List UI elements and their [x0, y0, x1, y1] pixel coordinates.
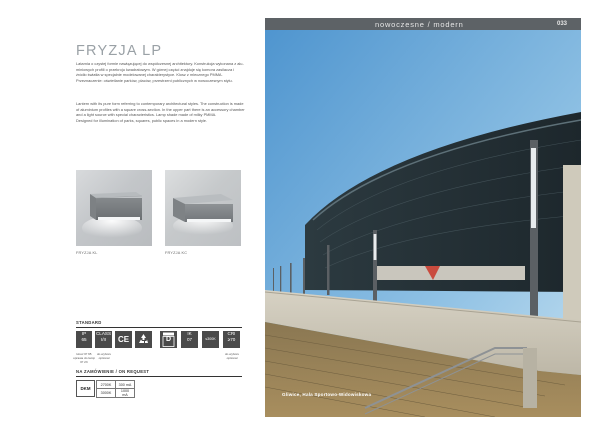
product-image-kc	[165, 170, 241, 246]
table-cell: 300 mA	[116, 381, 135, 389]
ik-rating-badge	[181, 331, 198, 348]
badge-line: CLASS	[95, 331, 112, 336]
standard-label: STANDARD	[76, 320, 102, 325]
product-image-kl	[76, 170, 152, 246]
wall-lamp-icon	[76, 170, 152, 246]
badge-sublabel: klosz IP 65 oprawa do lamp IP 23	[73, 352, 96, 364]
table-cell: 1000 mA	[116, 389, 135, 398]
badge-sublabel: do wyboru optional	[224, 352, 240, 360]
product-title: FRYZJA LP	[76, 43, 163, 59]
table-row	[97, 381, 135, 389]
badge-line: 65	[81, 336, 87, 342]
left-page	[0, 0, 266, 435]
description-line: and a light source with special characteristics. Lamp shade made of milky PMMA.	[76, 112, 217, 118]
description-line: Lantern with its pure form referring to contemporary architectural styles. The construction is made	[76, 101, 244, 106]
badge-line: CRI	[227, 331, 236, 336]
photo-caption: Gliwice, Hala Sportowo-Widowiskowa	[282, 392, 372, 397]
description-line: of aluminium profiles with a square cross-section. In the upper part there is an accessory chamber	[76, 106, 245, 112]
divider	[76, 327, 242, 328]
dkm-badge: DKM	[76, 380, 95, 397]
badge-line: IK	[187, 331, 192, 336]
wall-lamp-icon	[165, 170, 241, 246]
badge-line: CE	[117, 335, 130, 344]
description-line: miniowych profili o przekroju kwadratowym. W górnej części znajduje się komora zasilacza i	[76, 66, 235, 72]
badge-line: ≥70	[227, 336, 236, 342]
table-row	[97, 389, 135, 398]
temperature-badge	[202, 331, 219, 348]
page-number: 033	[557, 20, 568, 27]
options-table	[96, 380, 135, 398]
description-line: Latarnia o czystej formie nawiązującej do współczesnej architektury. Konstrukcja wykonana z alu-	[76, 61, 244, 66]
table-cell: 3000K	[97, 389, 116, 398]
energy-class-badge	[160, 331, 177, 348]
section-header	[265, 18, 581, 30]
badge-line: I/II	[100, 336, 107, 342]
badge-line: IP	[81, 331, 87, 336]
recycle-symbol-icon	[135, 331, 152, 348]
on-request-label: NA ZAMÓWIENIE / ON REQUEST	[76, 369, 150, 374]
energy-class-letter: D	[165, 336, 172, 343]
ip-rating-badge	[76, 331, 92, 348]
description-polish	[76, 61, 254, 84]
cri-badge	[223, 331, 240, 348]
badge-line: 07	[186, 336, 193, 342]
description-line: Przeznaczenie: oświetlanie parków, placów, przestrzeni publicznych w nowoczesnym stylu.	[76, 78, 233, 84]
badge-line: ≤300K	[205, 337, 216, 341]
class-badge	[95, 331, 112, 348]
product-caption-kc: FRYZJA KC	[165, 251, 188, 255]
table-cell: 2700K	[97, 381, 116, 389]
badge-sublabel: do wyboru optional	[96, 352, 112, 360]
ce-mark-icon	[115, 331, 132, 348]
product-caption-kl: FRYZJA KL	[76, 251, 98, 255]
right-page	[265, 18, 581, 417]
section-label: nowoczesne / modern	[375, 19, 464, 29]
description-line: Designed for illumination of parks, squares, public spaces in a modern style.	[76, 118, 208, 124]
description-english	[76, 101, 254, 124]
recycle-icon	[135, 331, 152, 348]
stadium-photo	[265, 30, 581, 417]
description-line: źródło światła w specjalnie modelowanej charakterystyce. Klosz z mlecznego PMMA.	[76, 72, 223, 78]
divider	[76, 376, 242, 377]
